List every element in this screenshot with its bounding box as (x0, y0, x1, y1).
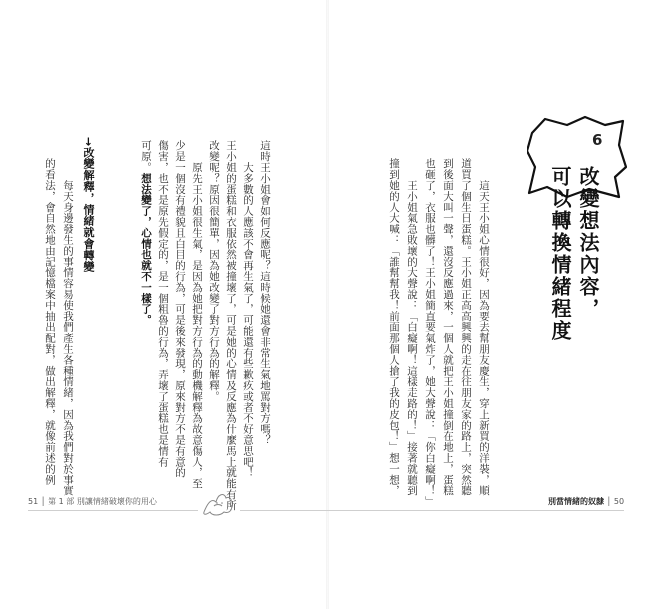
footer-part-label: 第 1 部 (48, 497, 75, 506)
footer-right (548, 496, 624, 507)
footer-separator: │ (40, 497, 49, 506)
right-page-column-2: 道買了個生日蛋糕。王小姐正高高興興的走在往朋友家的路上，突然聽 (460, 158, 472, 496)
chapter-title-line-1: 改變想法內容， (576, 166, 600, 320)
footer-part-title: 別讓情緒破壞你的用心 (76, 497, 157, 506)
right-page-number: 50 (613, 497, 625, 506)
subhead-text: 改變解釋，情緒就會轉變 (82, 146, 95, 273)
left-page-column-7: 傷害，也不是原先假定的，是一個粗魯的行為，弄壞了蛋糕也是情有 (157, 140, 169, 467)
right-page-column-6: 撞到她的人大喊：「誰幫幫我！前面那個人搶了我的皮包！」想一想， (388, 158, 400, 496)
footer-rule-right (240, 510, 624, 511)
left-page-section-column-2: 的看法，會自然地由記憶檔案中抽出配對，做出解釋，就像前述的例 (44, 158, 56, 485)
chapter-title-line-2: 可以轉換情緒程度 (548, 166, 572, 342)
left-page-section-column-1: 每天身邊發生的事情容易使我們產生各種情緒，因為我們對於事實 (62, 158, 74, 496)
left-page-column-6: 少是一個沒有禮貌且白目的行為，可是後來發現，原來對方不是有意的 (174, 140, 186, 478)
right-page-column-3: 到後面大叫一聲，還沒反應過來，一個人就把王小姐撞倒在地上，蛋糕 (442, 158, 454, 496)
book-gutter (326, 0, 329, 609)
left-page-column-3: 王小姐的蛋糕和衣服依然被撞壞了，可是她的心情及反應為什麼馬上就能有所 (225, 140, 237, 511)
chapter-title (546, 166, 602, 342)
footer-book-title: 別當情緒的奴隸 (548, 497, 604, 506)
left-page-column-5: 原先王小姐很生氣，是因為她把對方行為的動機解釋為故意傷人，至 (191, 140, 203, 489)
left-page-number: 51 (28, 497, 39, 506)
subhead-arrow-icon: → (82, 137, 95, 147)
left-page-column-8 (138, 140, 153, 325)
footer-left (28, 496, 157, 507)
right-page-column-4: 也砸了，衣服也髒了！王小姐簡直要氣炸了，她大聲說：「你白癡啊！」 (424, 158, 436, 507)
section-subheading (80, 137, 96, 272)
emphasis-text: 想法變了，心情也就不一樣了。 (140, 172, 152, 326)
left-page-column-8-text: 可原。 (140, 140, 152, 173)
left-page-column-1: 這時王小姐會如何反應呢？這時候她還會非常生氣地罵對方嗎？ (259, 140, 271, 446)
chapter-number: 6 (592, 131, 603, 149)
left-page-column-2: 大多數的人應該不會再生氣了，可能還有些歉疚或者不好意思吧！ (242, 140, 254, 478)
left-page-column-4: 改變呢？原因很簡單，因為她改變了對方行為的解釋。 (208, 140, 220, 402)
footer-separator-right: │ (606, 497, 614, 506)
doodle-icon (200, 488, 236, 518)
footer-rule-left (28, 510, 198, 511)
right-page-column-5: 王小姐氣急敗壞的大聲說：「白癡啊！這樣走路的！」接著就聽到 (406, 158, 418, 496)
right-page-column-1: 這天王小姐心情很好，因為要去幫朋友慶生，穿上新買的洋裝，順 (478, 158, 490, 496)
